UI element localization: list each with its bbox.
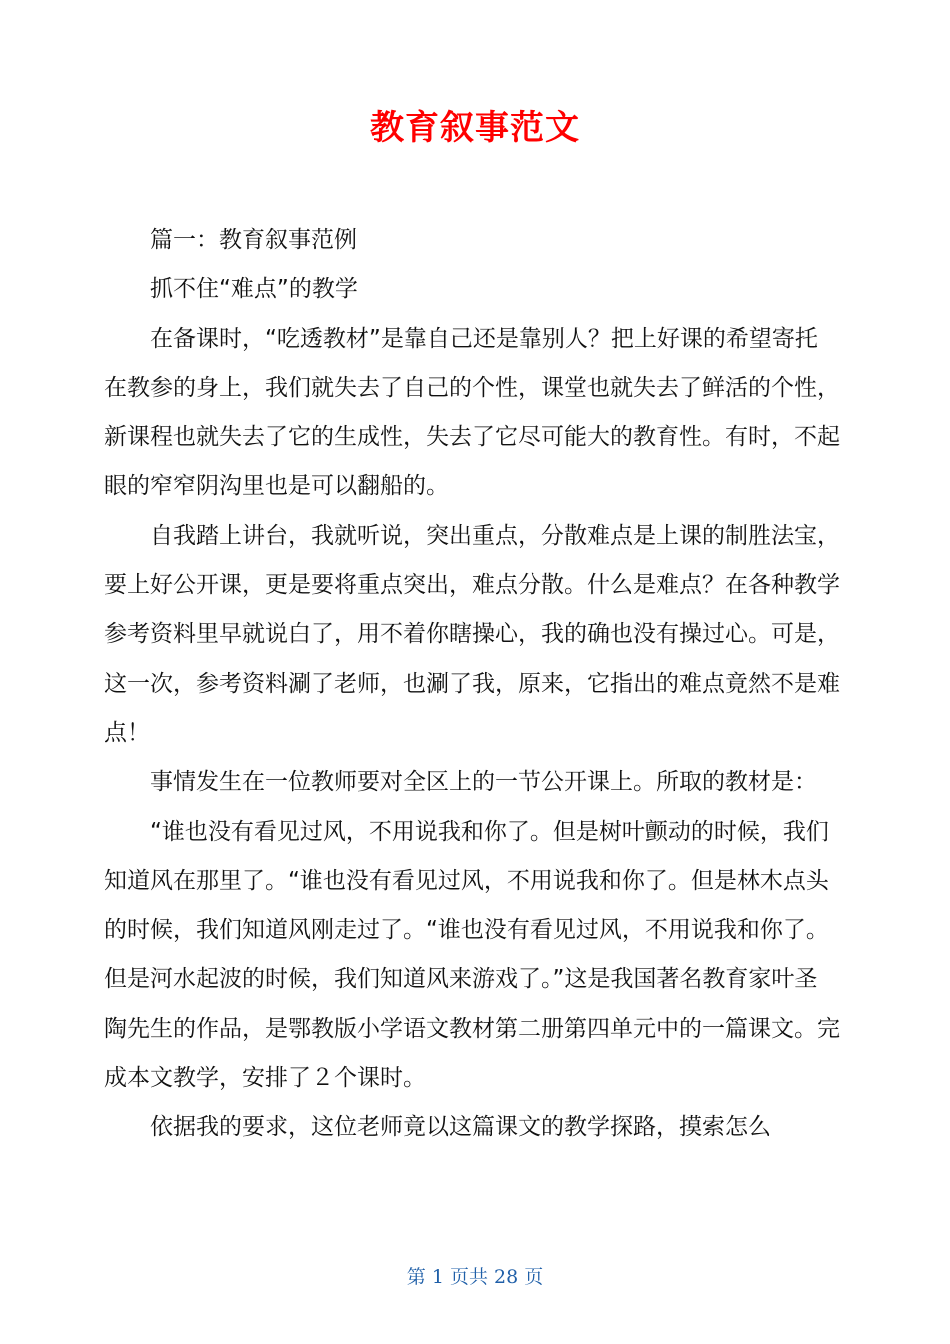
story-title: 抓不住“难点”的教学: [150, 276, 358, 303]
document-title: 教育叙事范文: [370, 108, 580, 148]
body-paragraph: 自我踏上讲台，我就听说，突出重点，分散难点是上课的制胜法宝，要上好公开课，更是要将重点突出，难点分散。什么是难点？在各种教学参考资料里早就说白了，用不着你瞎操心，我的确也没有操过心。可是，这一次，参考资料涮了老师，也涮了我，原来，它指出的难点竟然不是难点！: [104, 522, 840, 746]
section-heading: 篇一：教育叙事范例: [150, 227, 357, 253]
body-paragraph: “谁也没有看见过风，不用说我和你了。但是树叶颤动的时候，我们知道风在那里了。“谁也没有看见过风，不用说我和你了。但是林木点头的时候，我们知道风刚走过了。“谁也没有看见过风，不用说我和你了。但是河水起波的时候，我们知道风来游戏了。”这是我国著名教育家叶圣陶先生的作品，是鄂教版小学语文教材第二册第四单元中的一篇课文。完成本文教学，安排了２个课时。: [104, 818, 840, 1092]
body-paragraph: 在备课时，“吃透教材”是靠自己还是靠别人？把上好课的希望寄托在教参的身上，我们就失去了自己的个性，课堂也就失去了鲜活的个性，新课程也就失去了它的生成性，失去了它尽可能大的教育性。有时，不起眼的窄窄阴沟里也是可以翻船的。: [104, 325, 840, 500]
body-paragraph: 依据我的要求，这位老师竟以这篇课文的教学探路，摸索怎么: [150, 1114, 771, 1141]
body-paragraph: 事情发生在一位教师要对全区上的一节公开课上。所取的教材是：: [150, 769, 817, 796]
document-body: [104, 216, 840, 1153]
page-number-footer: 第 1 页共 28 页: [406, 1266, 544, 1288]
